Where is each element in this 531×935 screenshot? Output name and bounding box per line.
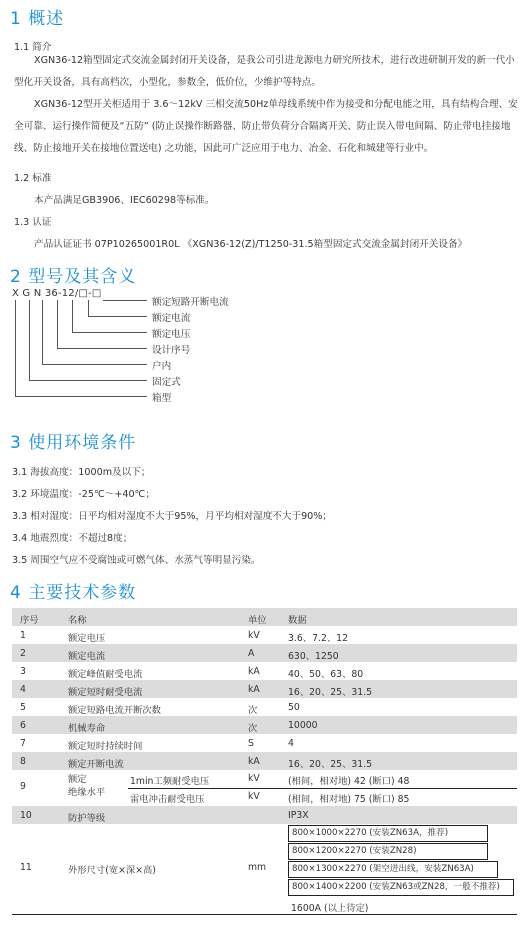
table-row xyxy=(12,752,517,770)
table-row xyxy=(12,770,517,806)
standard-paragraph: 本产品满足GB3906、IEC60298等标准。 xyxy=(34,195,215,206)
cell-no: 9 xyxy=(20,781,26,792)
cell-name: 外形尺寸(宽×深×高) xyxy=(68,865,156,876)
cell-value: 4 xyxy=(288,738,294,749)
cell-value: 16、20、25、31.5 xyxy=(288,759,373,770)
section-title-overview: 1 概述 xyxy=(10,9,65,29)
cell-name: 防护等级 xyxy=(68,813,106,824)
col-header-name: 名称 xyxy=(68,615,87,626)
table-row xyxy=(12,716,517,734)
section-title-tech-params: 4 主要技术参数 xyxy=(10,583,137,603)
cell-value: 50 xyxy=(288,702,300,713)
cell-unit: kV xyxy=(248,773,260,784)
col-header-value: 数据 xyxy=(288,615,307,626)
cell-value: 630、1250 xyxy=(288,651,339,662)
env-item: 3.2 环境温度：-25℃～+40℃； xyxy=(12,489,155,500)
cell-no: 1 xyxy=(20,630,26,641)
table-row xyxy=(12,806,517,824)
code-label-design-number: 设计序号 xyxy=(152,345,191,356)
cell-value: (相间，相对地) 42 (断口) 48 xyxy=(288,776,410,787)
subsection-intro-heading: 1.1 简介 xyxy=(14,42,52,53)
table-row xyxy=(12,662,517,680)
cell-unit: 次 xyxy=(248,705,258,716)
intro-paragraph-2: XGN36-12型开关柜适用于 3.6～12kV 三相交流50Hz单母线系统中作为接受和分配电能之用，具有结构合理、安全可靠、运行操作简便及“五防” (防止误操作断路器、防止带负荷分合隔离开关、防止误入带电间隔、防止带电挂接地线、防止接地开关在接地位置送电) 之功能，因此可广泛应用于电力、冶金、石化和城建等行业中。 xyxy=(14,99,518,154)
env-item: 3.5 周围空气应不受腐蚀或可燃气体、水蒸气等明显污染。 xyxy=(12,555,261,566)
cell-value: 10000 xyxy=(288,720,318,731)
cell-no: 4 xyxy=(20,684,26,695)
table-header-row xyxy=(12,608,517,626)
table-row xyxy=(12,734,517,752)
cell-no: 7 xyxy=(20,738,26,749)
cell-unit: kA xyxy=(248,684,260,695)
cell-name: 额定峰值耐受电流 xyxy=(68,669,143,680)
cell-name: 额定短时耐受电流 xyxy=(68,687,143,698)
cell-name: 额定开断电流 xyxy=(68,759,124,770)
col-header-no: 序号 xyxy=(20,615,39,626)
cell-name: 额定电流 xyxy=(68,651,106,662)
intro-paragraph-1: XGN36-12箱型固定式交流金属封闭开关设备，是我公司引进龙源电力研究所技术，进行改进研制开发的新一代小型化开关设备，具有高档次，小型化，参数全，低价位，少维护等特点。 xyxy=(14,55,515,88)
code-label-short-circuit-current: 额定短路开断电流 xyxy=(152,297,229,308)
cell-no: 3 xyxy=(20,666,26,677)
dimension-note: 1600A (以上待定) xyxy=(291,903,369,914)
cert-paragraph: 产品认证证书 07P10265001R0L 《XGN36-12(Z)/T1250-31.5箱型固定式交流金属封闭开关设备》 xyxy=(34,239,468,250)
code-label-fixed: 固定式 xyxy=(152,377,181,388)
code-label-indoor: 户内 xyxy=(152,361,172,372)
code-label-box-type: 箱型 xyxy=(152,393,172,404)
cell-no: 6 xyxy=(20,720,26,731)
cell-name: 额定电压 xyxy=(68,633,106,644)
cell-value: 40、50、63、80 xyxy=(288,669,364,680)
dimension-option: 800×1300×2270 (架空进出线，安装ZN63A) xyxy=(288,861,498,878)
cell-unit: mm xyxy=(248,862,267,873)
cell-no: 11 xyxy=(20,862,32,873)
table-row xyxy=(12,680,517,698)
cell-value: 16、20、25、31.5 xyxy=(288,687,373,698)
cell-name: 机械寿命 xyxy=(68,723,106,734)
table-row xyxy=(12,644,517,662)
cell-name: 额定短时持续时间 xyxy=(68,741,143,752)
code-label-rated-voltage: 额定电压 xyxy=(152,329,191,340)
cell-unit: kA xyxy=(248,666,260,677)
cell-subname: 雷电冲击耐受电压 xyxy=(130,794,205,805)
cell-no: 2 xyxy=(20,648,26,659)
cell-value: IP3X xyxy=(288,810,309,821)
cell-subname: 1min工频耐受电压 xyxy=(130,776,210,787)
cell-unit: kV xyxy=(248,791,260,802)
subsection-cert-heading: 1.3 认证 xyxy=(14,217,52,228)
cell-value: 3.6、7.2、12 xyxy=(288,633,348,644)
env-item: 3.1 海拔高度：1000m及以下； xyxy=(12,467,151,478)
col-header-unit: 单位 xyxy=(248,615,267,626)
cell-name: 额定短路电流开断次数 xyxy=(68,705,161,716)
dimension-option: 800×1000×2270 (安装ZN63A，推荐) xyxy=(288,825,488,842)
cell-name: 额定 绝缘水平 xyxy=(68,774,106,798)
cell-no: 10 xyxy=(20,810,32,821)
table-row xyxy=(12,824,517,914)
section-title-environment: 3 使用环境条件 xyxy=(10,433,137,453)
code-label-rated-current: 额定电流 xyxy=(152,313,191,324)
cell-unit: 次 xyxy=(248,723,258,734)
cell-unit: A xyxy=(248,648,255,659)
cell-unit: kV xyxy=(248,630,260,641)
section-title-model: 2 型号及其含义 xyxy=(10,267,137,287)
env-item: 3.3 相对湿度：日平均相对湿度不大于95%，月平均相对湿度不大于90%； xyxy=(12,511,332,522)
dimension-option: 800×1400×2200 (安装ZN63或ZN28，一般不推荐) xyxy=(288,879,514,896)
model-code: X G N 36-12/□-□ xyxy=(12,288,102,299)
table-row xyxy=(12,626,517,644)
subsection-standard-heading: 1.2 标准 xyxy=(14,173,52,184)
table-row xyxy=(12,698,517,716)
cell-unit: kA xyxy=(248,756,260,767)
cell-no: 5 xyxy=(20,702,26,713)
cell-unit: S xyxy=(248,738,254,749)
dimension-option: 800×1200×2270 (安装ZN28) xyxy=(288,843,488,860)
cell-no: 8 xyxy=(20,756,26,767)
env-item: 3.4 地震烈度：不超过8度； xyxy=(12,533,133,544)
cell-value: (相间，相对地) 75 (断口) 85 xyxy=(288,794,410,805)
model-code-diagram xyxy=(0,285,300,415)
